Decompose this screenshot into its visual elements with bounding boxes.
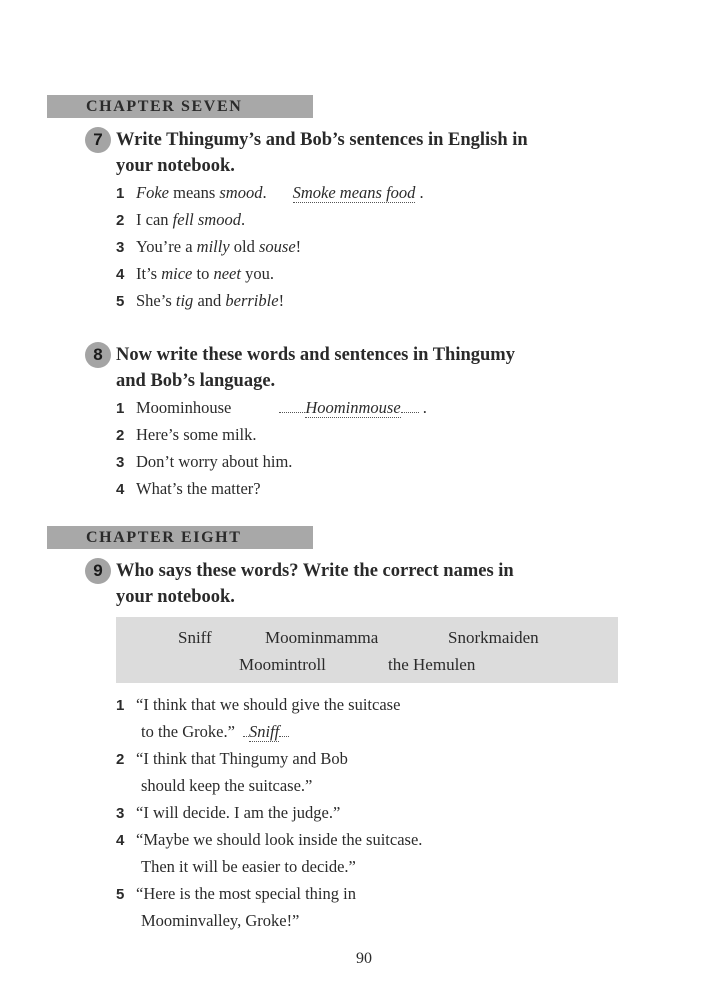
name-box [116,617,618,683]
exercise-7-number: 7 [85,127,111,153]
item-text: “I will decide. I am the judge.” [136,803,341,822]
item-italic: mice [161,264,193,283]
page-number: 90 [356,950,372,967]
item-text: . [262,183,267,202]
item-text: “I think that we should give the suitcase [136,695,401,714]
item-number: 5 [116,886,125,903]
item-text: . [240,210,246,229]
item-period: . [418,398,427,417]
answer-blank [279,736,289,737]
item-number: 4 [116,832,125,849]
example-answer: Hoominmouse [305,398,401,417]
exercise-8-item-1 [116,395,427,422]
name-option: Moominmamma [265,628,379,647]
exercise-8-number: 8 [85,342,111,368]
exercise-7-item-1 [116,180,424,207]
exercise-7-item-5 [116,288,284,315]
item-number: 2 [116,751,125,768]
exercise-9-heading-line1: Who says these words? Write the correct names in [116,561,514,581]
item-number: 3 [116,805,125,822]
item-text: “I think that Thingumy and Bob [136,749,348,768]
item-number: 5 [116,293,125,310]
name-option: Sniff [178,628,212,647]
item-number: 4 [116,481,125,498]
exercise-8-heading [116,342,616,394]
chapter-eight-heading: CHAPTER EIGHT [47,526,313,549]
item-text: It’s [136,264,162,283]
exercise-8-item-3 [116,449,292,476]
item-number: 1 [116,400,125,417]
item-text: you. [240,264,274,283]
item-text: “Maybe we should look inside the suitcase. [136,830,423,849]
exercise-7-heading [116,127,616,179]
item-text: “Here is the most special thing in [136,884,356,903]
item-italic: berrible [225,291,279,310]
item-text: Moominhouse [136,398,232,417]
exercise-9-item-5-cont: Moominvalley, Groke!” [141,911,300,930]
item-text: to [192,264,214,283]
item-text: I can [136,210,173,229]
example-answer: Sniff [248,722,280,741]
item-italic: Foke [136,183,169,202]
exercise-7-item-4 [116,261,274,288]
exercise-8-heading-line1: Now write these words and sentences in Thingumy [116,345,515,365]
exercise-9-item-5 [116,881,356,908]
item-text: Don’t worry about him. [136,452,293,471]
item-text: ! [295,237,302,256]
item-number: 2 [116,427,125,444]
item-number: 1 [116,185,125,202]
exercise-9-item-2 [116,746,348,773]
item-text: She’s [136,291,176,310]
exercise-7-heading-line1: Write Thingumy’s and Bob’s sentences in English in [116,130,528,150]
exercise-9-number: 9 [85,558,111,584]
exercise-7-item-2 [116,207,245,234]
answer-blank [279,412,305,413]
item-italic: souse [259,237,296,256]
item-number: 4 [116,266,125,283]
exercise-7-heading-line2: your notebook. [116,156,235,176]
exercise-8-item-4 [116,476,261,503]
item-text: means [168,183,220,202]
item-text: Here’s some milk. [136,425,257,444]
item-text: You’re a [136,237,197,256]
example-answer: Smoke means food [292,183,416,202]
item-text: What’s the matter? [136,479,261,498]
exercise-9-heading-line2: your notebook. [116,587,235,607]
exercise-7-item-3 [116,234,301,261]
item-number: 3 [116,454,125,471]
item-italic: neet [213,264,241,283]
exercise-9-item-2-cont: should keep the suitcase.” [141,776,313,795]
exercise-9-heading [116,558,616,610]
exercise-8-heading-line2: and Bob’s language. [116,371,276,391]
exercise-9-item-4-cont: Then it will be easier to decide.” [141,857,356,876]
exercise-8-item-2 [116,422,257,449]
name-option: Moomintroll [239,655,326,674]
exercise-9-item-3 [116,800,340,827]
item-number: 1 [116,697,125,714]
item-text: ! [278,291,285,310]
chapter-seven-heading: CHAPTER SEVEN [47,95,313,118]
item-italic: milly [196,237,230,256]
item-italic: fell smood [172,210,241,229]
name-option: the Hemulen [388,655,476,674]
item-number: 2 [116,212,125,229]
exercise-9-item-1 [116,692,400,719]
exercise-9-item-1-cont [141,719,289,745]
item-period: . [415,183,424,202]
item-italic: smood [219,183,263,202]
item-number: 3 [116,239,125,256]
answer-blank [401,412,419,413]
exercise-9-item-4 [116,827,422,854]
item-text: old [229,237,259,256]
name-option: Snorkmaiden [448,628,539,647]
item-italic: tig [175,291,194,310]
item-text: and [193,291,226,310]
item-text: to the Groke.” [141,722,235,741]
